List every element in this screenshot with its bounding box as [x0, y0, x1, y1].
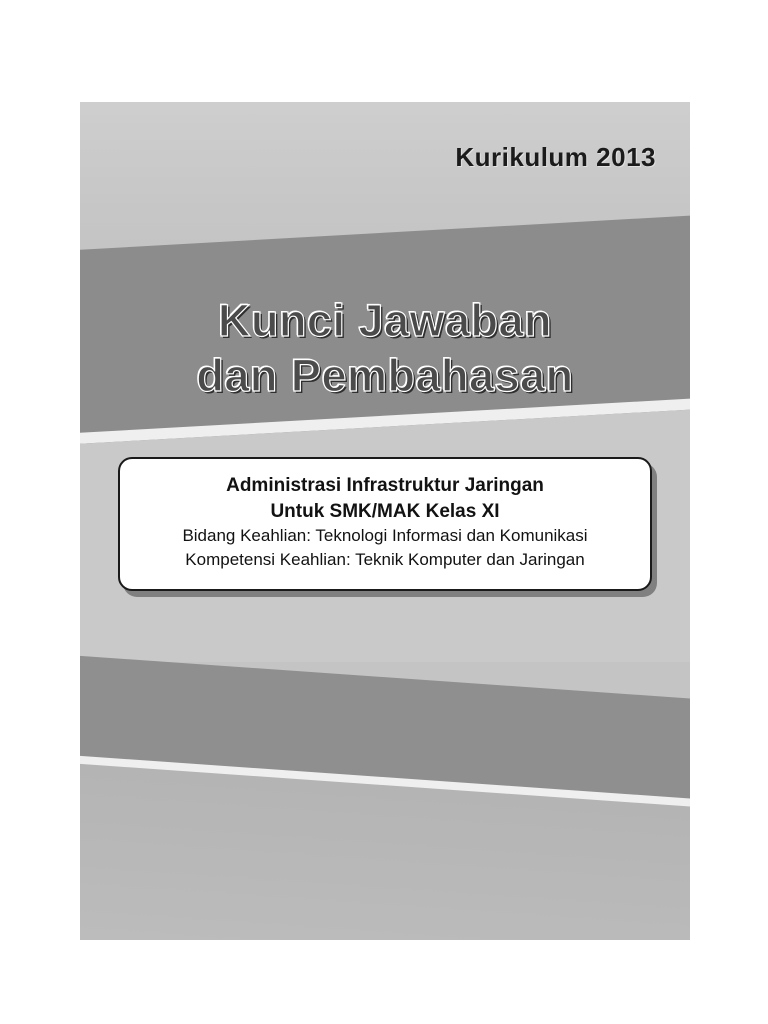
book-cover-page	[80, 102, 690, 940]
curriculum-label: Kurikulum 2013	[455, 142, 656, 172]
page-title	[80, 294, 690, 404]
page-title-line-1: Kunci Jawaban	[217, 295, 553, 346]
subject-grade-level: Untuk SMK/MAK Kelas XI	[270, 500, 500, 522]
page-title-line-2: dan Pembahasan	[196, 349, 574, 401]
subject-competency: Kompetensi Keahlian: Teknik Komputer dan Jaringan	[185, 550, 585, 570]
subject-info-box	[118, 457, 652, 591]
subject-title: Administrasi Infrastruktur Jaringan	[226, 475, 544, 496]
subject-field-of-expertise: Bidang Keahlian: Teknologi Informasi dan Komunikasi	[182, 526, 588, 546]
